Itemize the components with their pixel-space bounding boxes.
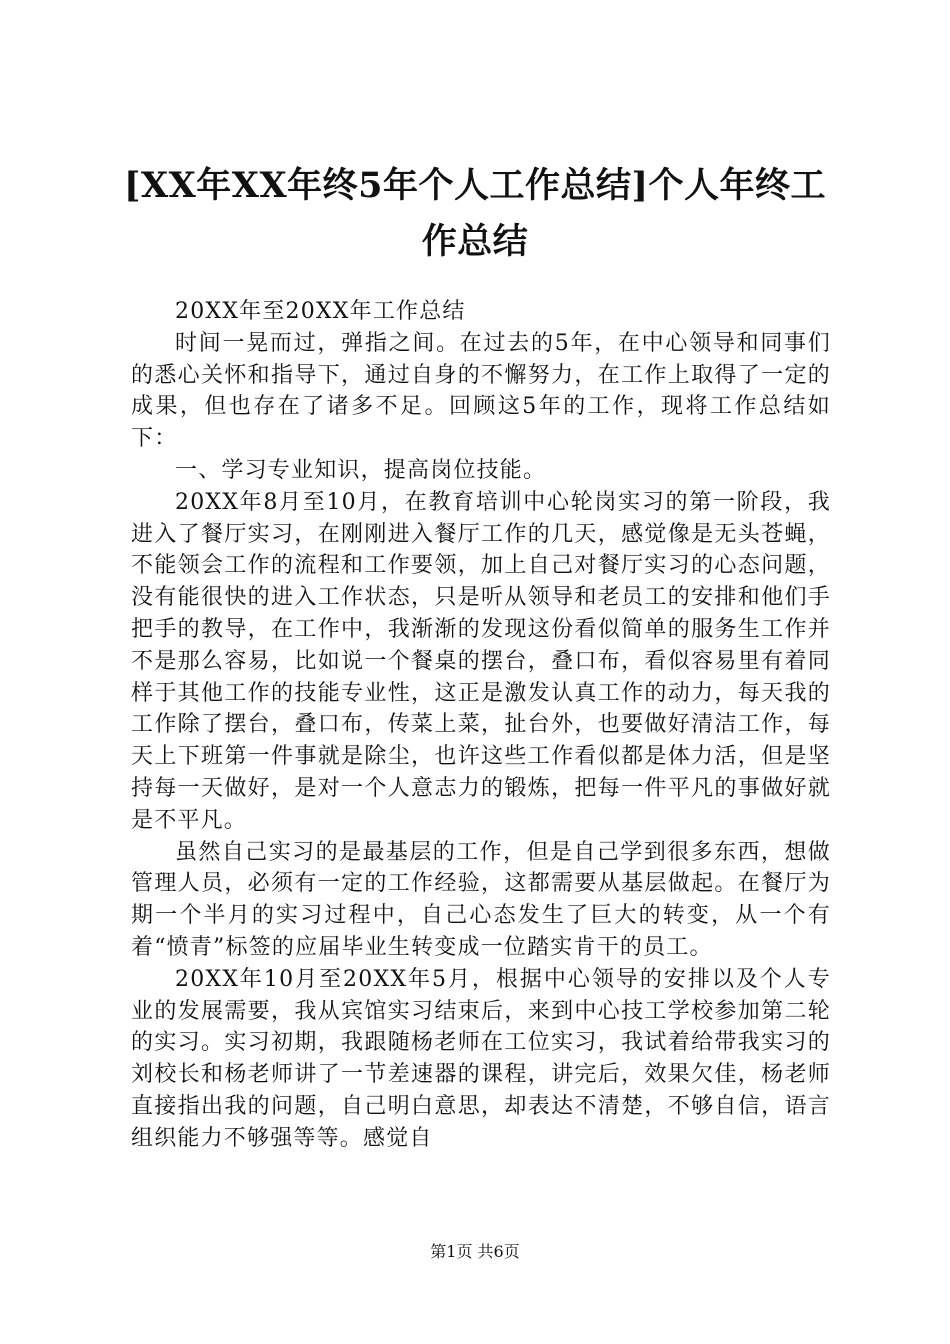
section-heading: 一、学习专业知识，提高岗位技能。	[175, 457, 547, 483]
page-footer: 第1页 共6页	[430, 1242, 520, 1261]
document-title: [XX年XX年终5年个人工作总结]个人年终工作总结	[123, 165, 827, 262]
subtitle-paragraph: 20XX年至20XX年工作总结	[175, 299, 466, 324]
body-paragraph: 20XX年8月至10月，在教育培训中心轮岗实习的第一阶段，我进入了餐厅实习，在刚刚进入餐厅工作的几天，感觉像是无头苍蝇，不能领会工作的流程和工作要领，加上自己对餐厅实习的心态问题，没有能很快的进入工作状态，只是听从领导和老员工的安排和他们手把手的教导，在工作中，我渐渐的发现这份看似简单的服务生工作并不是那么容易，比如说一个餐桌的摆台，叠口布，看似容易里有着同样于其他工作的技能专业性，这正是激发认真工作的动力，每天我的工作除了摆台，叠口布，传菜上菜，扯台外，也要做好清洁工作，每天上下班第一件事就是除尘，也许这些工作看似都是体力活，但是坚持每一天做好，是对一个人意志力的锻炼，把每一件平凡的事做好就是不平凡。	[131, 489, 831, 833]
intro-paragraph: 时间一晃而过，弹指之间。在过去的5年，在中心领导和同事们的悉心关怀和指导下，通过自身的不懈努力，在工作上取得了一定的成果，但也存在了诸多不足。回顾这5年的工作，现将工作总结如下：	[131, 330, 831, 452]
body-paragraph: 20XX年10月至20XX年5月，根据中心领导的安排以及个人专业的发展需要，我从宾馆实习结束后，来到中心技工学校参加第二轮的实习。实习初期，我跟随杨老师在工位实习，我试着给带我实习的刘校长和杨老师讲了一节差速器的课程，讲完后，效果欠佳，杨老师直接指出我的问题，自己明白意思，却表达不清楚，不够自信，语言组织能力不够强等等。感觉自	[131, 966, 831, 1151]
document-body	[131, 296, 831, 1155]
body-paragraph: 虽然自己实习的是最基层的工作，但是自己学到很多东西，想做管理人员，必须有一定的工作经验，这都需要从基层做起。在餐厅为期一个半月的实习过程中，自己心态发生了巨大的转变，从一个有着“愤青”标签的应届毕业生转变成一位踏实肯干的员工。	[131, 839, 831, 960]
